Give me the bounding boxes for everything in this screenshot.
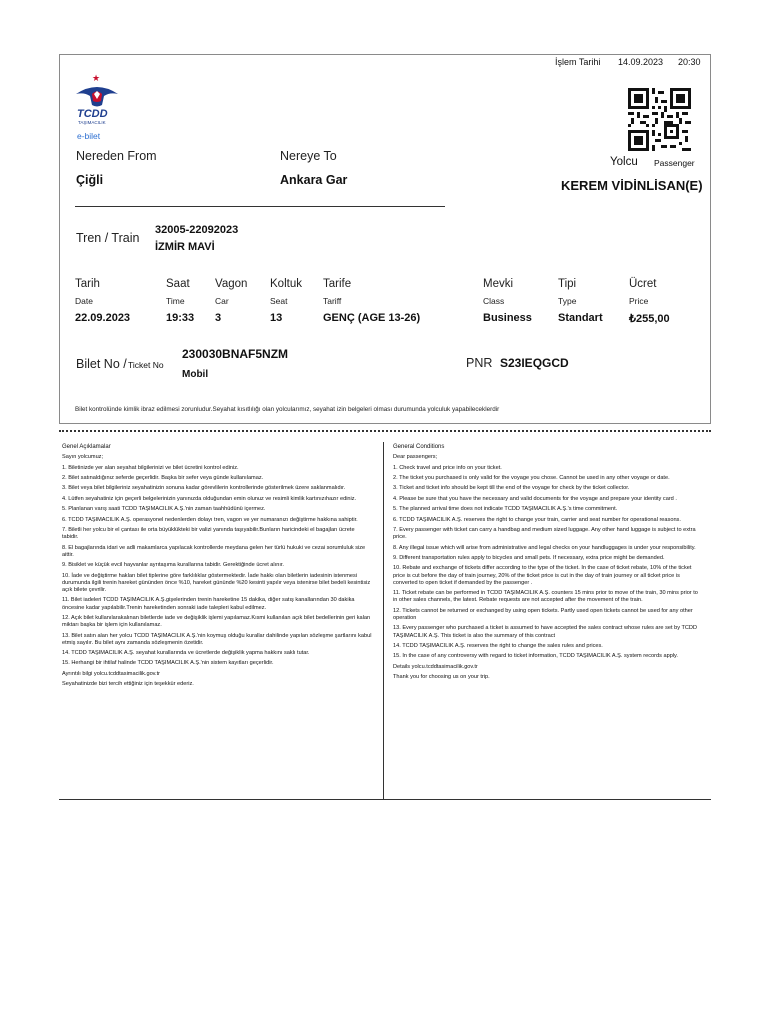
- to-value: Ankara Gar: [280, 173, 348, 187]
- terms-tr-item: 7. Biletli her yolcu bir el çantası ile orta büyüklükteki bir valizi yanında taşıyabilir.Bunların haricindeki el bagajları ücrete tabidir.: [62, 526, 355, 541]
- cut-line: [59, 430, 711, 432]
- train-number: 32005-22092023: [155, 224, 239, 236]
- price-label: Ücret: [629, 278, 657, 290]
- terms-en-item: 14. TCDD TAŞIMACILIK A.Ş. reserves the right to change the sales rules and prices.: [393, 642, 603, 649]
- terms-english: [393, 444, 703, 684]
- time-sub: Time: [166, 296, 185, 306]
- issue-date-label: İşlem Tarihi: [555, 57, 601, 67]
- seat-sub: Seat: [270, 296, 288, 306]
- terms-tr-item: 3. Bilet veya bilet bilgileriniz seyahatinizin sonuna kadar görevlilerin kontrollerinde gösterilmek üzere saklanmalıdır.: [62, 485, 346, 492]
- terms-en-item: 12. Tickets cannot be returned or exchanged by using open tickets. Partly used open tickets cannot be used for any other operation: [393, 607, 693, 621]
- terms-tr-item: 5. Planlanan varış saati TCDD TAŞIMACILIK A.Ş.'nin zaman taahhüdünü içermez.: [62, 506, 266, 513]
- seat-label: Koltuk: [270, 278, 302, 290]
- tariff-label: Tarife: [323, 278, 352, 290]
- date-value: 22.09.2023: [75, 312, 131, 324]
- train-name: İZMİR MAVİ: [155, 241, 215, 253]
- pnr-label: PNR: [466, 356, 493, 370]
- seat-value: 13: [270, 312, 283, 324]
- terms-turkish: [62, 444, 372, 692]
- terms-tr-item: 6. TCDD TAŞIMACILIK A.Ş. operasyonel nedenlerden dolayı tren, vagon ve yer numaranızı değiştirme hakkına sahiptir.: [62, 516, 358, 523]
- terms-en-item: 10. Rebate and exchange of tickets differ according to the type of the ticket. In the case of ticket rebate, 10% of the ticket price is cut before the day of train journey, 20% of the ticket price is cut in the day of train journey or all ticket price is converted to open ticket if demanded by the passenger .: [393, 565, 692, 586]
- ticket-channel: Mobil: [182, 369, 209, 380]
- svg-text:★: ★: [92, 74, 101, 84]
- terms-en-item: 3. Ticket and ticket info should be kept till the end of the voyage for check by the ticket collector.: [393, 485, 630, 492]
- terms-en-item: 13. Every passenger who purchased a ticket is assumed to have accepted the sales contract whose rules are set by TCDD TAŞIMACILIK A.Ş. This ticket is also the summary of this contract: [393, 625, 697, 639]
- terms-tr-item: 13. Bilet satın alan her yolcu TCDD TAŞIMACILIK A.Ş.'nin koymuş olduğu kurallar dahilinde yapılan sözleşme şartlarını kabul etmiş sayılır. Bu bilet aynı zamanda sözleşmenin özetidir.: [62, 632, 372, 646]
- terms-en-item: 6. TCDD TAŞIMACILIK A.Ş. reserves the right to change your train, carrier and seat number for operational reasons.: [393, 516, 681, 523]
- terms-tr-item: 14. TCDD TAŞIMACILIK A.Ş. seyahat kurallarında ve ücretlerde değişiklik yapma hakkını saklı tutar.: [62, 650, 310, 657]
- to-label: Nereye To: [280, 149, 337, 163]
- terms-tr-item: 8. El bagajlarında idari ve adli makamlarca yapılacak kontrollerde meydana gelen her türlü hukuki ve cezai sorumluluk size aittir.: [62, 544, 366, 558]
- price-sub: Price: [629, 296, 649, 306]
- date-sub: Date: [75, 296, 93, 306]
- issue-date: 14.09.2023: [618, 57, 664, 67]
- price-value: ₺255,00: [629, 313, 670, 325]
- terms-en-item: Details yolcu.tcddtasimacilik.gov.tr: [393, 663, 478, 670]
- tariff-value: GENÇ (AGE 13-26): [323, 312, 421, 324]
- train-label: Tren / Train: [76, 231, 140, 245]
- terms-tr-item: 2. Bilet satınaldığınız seferde geçerlidir. Başka bir sefer veya günde kullanılamaz.: [62, 474, 264, 481]
- type-label: Tipi: [558, 278, 577, 290]
- terms-en-item: 15. In the case of any controversy with regard to ticket information, TCDD TAŞIMACILIK A.Ş. system records apply.: [393, 653, 678, 660]
- terms-tr-item: 4. Lütfen seyahatiniz için geçerli belgelerinizin yanınızda olduğundan emin olunuz ve resimli kimlik kartınızıhazır ediniz.: [62, 495, 357, 502]
- terms-tr-item: 9. Bisiklet ve küçük evcil hayvanlar ayrıtaşıma kurallarına tabidir. Gerektiğinde ücret alınır.: [62, 562, 284, 569]
- terms-en-item: 11. Ticket rebate can be performed in TCDD TAŞIMACILIK A.Ş. counters 15 mins prior to move of the train, 30 mins prior to in other sales channels, the latest. Rebate requests are not accepted after the movement of the train.: [393, 590, 698, 604]
- terms-bottom-rule: [59, 799, 711, 800]
- ticket-no-label-en: Ticket No: [128, 360, 164, 370]
- ebilet-label: e-bilet: [77, 131, 101, 141]
- terms-en-item: 8. Any illegal issue which will arise from administrative and legal checks on your handluggages is under your responsibility.: [393, 544, 696, 551]
- car-sub: Car: [215, 296, 229, 306]
- terms-en-item: Thank you for choosing us on your trip.: [393, 674, 490, 681]
- time-label: Saat: [166, 278, 190, 290]
- terms-en-title: General Conditions: [393, 444, 445, 450]
- terms-tr-item: 1. Biletinizde yer alan seyahat bilgilerinizi ve bilet ücretini kontrol ediniz.: [62, 464, 239, 471]
- logo-text: TCDD: [77, 108, 108, 120]
- logo-subtext: TAŞIMACILIK: [78, 120, 106, 125]
- terms-divider: [383, 442, 384, 799]
- terms-en-item: 7. Every passenger with ticket can carry a handbag and medium sized luggage. Any other hand luggage is subject to extra price.: [393, 526, 696, 541]
- terms-en-item: 5. The planned arrival time does not indicate TCDD TAŞIMACILIK A.Ş.'s time commitment.: [393, 506, 618, 513]
- terms-tr-item: 11. Bilet iadeleri TCDD TAŞIMACILIK A.Ş.gişelerinden trenin hareketine 15 dakika, diğer satış kanallarından 30 dakika öncesine kadar yapılabilir.Trenin hareketinden sonraki iade talepleri kabul edilmez.: [62, 597, 355, 611]
- class-value: Business: [483, 312, 532, 324]
- terms-en-item: 9. Different transportation rules apply to bicycles and small pets. If necessary, extra price might be demanded.: [393, 554, 665, 561]
- terms-tr-item: 10. İade ve değiştirme hakları bilet tiplerine göre farklılıklar göstermektedir. İade hakkı olan biletlerin iadesinin istenmesi durumunda ilgili trenin hareket gününden önce %10, hareket gününde %20 kesinti yapılır veya istenirse bilet bedeli kesintisiz açık bilete çevrilir.: [62, 572, 371, 593]
- terms-en-item: 4. Please be sure that you have the necessary and valid documents for the voyage and prepare your identity card .: [393, 495, 677, 502]
- tariff-sub: Tariff: [323, 296, 342, 306]
- car-label: Vagon: [215, 278, 248, 290]
- route-divider: [75, 206, 445, 207]
- from-value: Çiğli: [76, 173, 104, 187]
- type-sub: Type: [558, 296, 577, 306]
- terms-tr-item: 15. Herhangi bir ihtilaf halinde TCDD TAŞIMACILIK A.Ş.'nin sistem kayıtları geçerlidir.: [62, 660, 274, 667]
- passenger-name: KEREM VİDİNLİSAN(E): [561, 178, 703, 193]
- terms-tr-item: Sayın yolcumuz;: [62, 454, 104, 461]
- id-notice: Bilet kontrolünde kimlik ibraz edilmesi zorunludur.Seyahat kısıtlılığı olan yolcularımız, seyahat izin belgeleri olması durumunda yolculuk yapabileceklerdir: [75, 406, 500, 413]
- terms-tr-item: 12. Açık bilet kullanılarakalınan biletlerde iade ve değişiklik işlemi yapılamaz.Kısmi kullanılan açık bilet bedellerinin geri kalan miktarı başka bir işlem için kullanılamaz.: [62, 614, 371, 629]
- class-sub: Class: [483, 296, 505, 306]
- qr-code: [628, 88, 691, 151]
- terms-tr-item: Seyahatinizde bizi tercih ettiğiniz için teşekkür ederiz.: [62, 681, 194, 688]
- ticket-no-label: Bilet No /: [76, 357, 127, 371]
- issue-time: 20:30: [678, 57, 701, 67]
- terms-en-item: 2. The ticket you purchased is only valid for the voyage you chose. Cannot be used in any other voyage or date.: [393, 474, 670, 481]
- time-value: 19:33: [166, 312, 195, 324]
- terms-tr-item: Ayrıntılı bilgi yolcu.tcddtasimacilik.gov.tr: [62, 670, 161, 677]
- pnr-value: S23IEQGCD: [500, 356, 569, 370]
- date-label: Tarih: [75, 278, 100, 290]
- from-label: Nereden From: [76, 149, 157, 163]
- terms-tr-title: Genel Açıklamalar: [62, 444, 111, 450]
- class-label: Mevki: [483, 278, 514, 290]
- terms-en-item: 1. Check travel and price info on your ticket.: [393, 464, 502, 471]
- car-value: 3: [215, 312, 222, 324]
- terms-en-item: Dear passengers;: [393, 454, 438, 461]
- passenger-label-en: Passenger: [654, 158, 695, 168]
- type-value: Standart: [558, 312, 603, 324]
- passenger-label: Yolcu: [610, 156, 638, 168]
- ticket-no-value: 230030BNAF5NZM: [182, 347, 289, 361]
